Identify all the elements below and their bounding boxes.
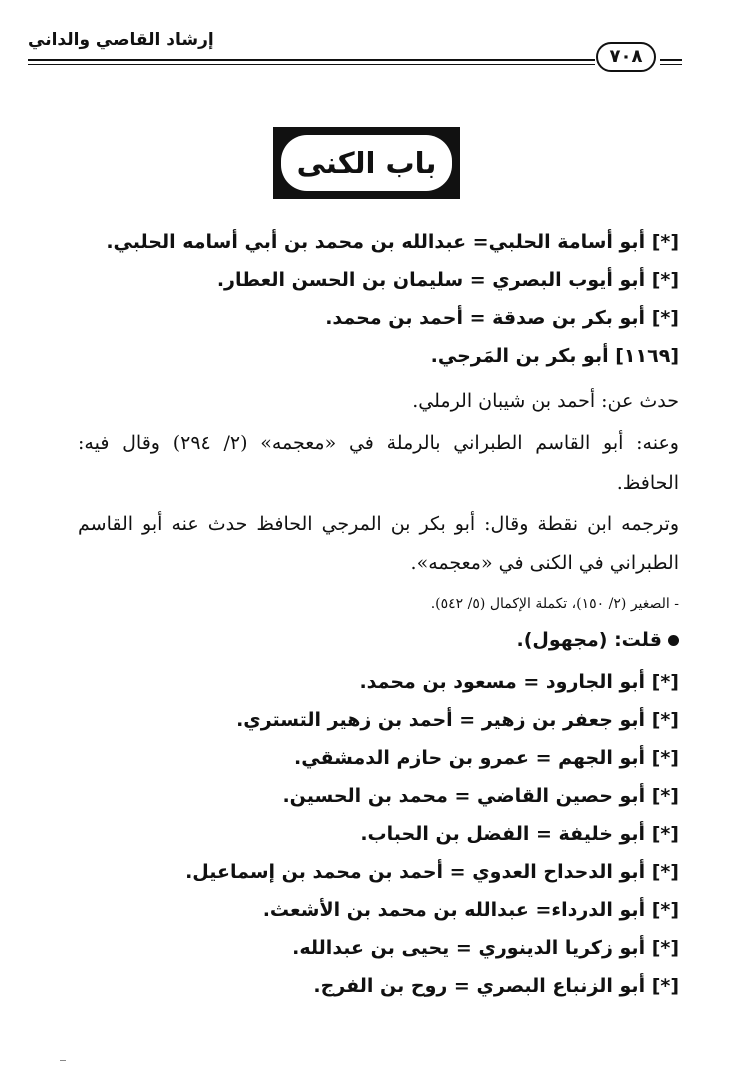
entry-line: [*] أبو خليفة = الفضل بن الحباب. (360, 823, 679, 845)
header-rule-bottom (28, 64, 595, 65)
main-entry-heading: [١١٦٩] أبو بكر بن المَرجي. (430, 345, 679, 367)
header-rule-right-top (660, 59, 682, 61)
entry-line: [*] أبو بكر بن صدقة = أحمد بن محمد. (325, 307, 679, 329)
entry-line: [*] أبو الجارود = مسعود بن محمد. (359, 671, 679, 693)
verdict-text: قلت: (مجهول). (516, 629, 662, 651)
chapter-title: باب الكنى (281, 135, 452, 191)
narrated-by-line-2: الحافظ. (616, 472, 679, 494)
page-edge-mark (60, 1060, 66, 1061)
bullet-icon (668, 635, 679, 646)
entry-line: [*] أبو الجهم = عمرو بن حازم الدمشقي. (294, 747, 679, 769)
entry-line: [*] أبو الدحداح العدوي = أحمد بن محمد بن إسماعيل. (185, 861, 679, 883)
biography-line-1: وترجمه ابن نقطة وقال: أبو بكر بن المرجي الحافظ حدث عنه أبو القاسم (78, 513, 679, 535)
header-rule-right-bottom (660, 64, 682, 65)
entry-line: [*] أبو أسامة الحلبي= عبدالله بن محمد بن أبي أسامه الحلبي. (106, 231, 679, 253)
book-title: إرشاد القاصي والداني (28, 30, 214, 50)
verdict (516, 626, 679, 654)
entry-line: [*] أبو أيوب البصري = سليمان بن الحسن العطار. (216, 269, 679, 291)
narrated-from: حدث عن: أحمد بن شيبان الرملي. (412, 390, 679, 412)
entry-line: [*] أبو الزنباع البصري = روح بن الفرج. (313, 975, 679, 997)
chapter-title-frame (273, 127, 460, 199)
page-number: ٧٠٨ (596, 42, 656, 72)
biography-line-2: الطبراني في الكنى في «معجمه». (410, 552, 679, 574)
header-rule-top (28, 59, 595, 61)
entry-line: [*] أبو زكريا الدينوري = يحيى بن عبدالله. (292, 937, 679, 959)
narrated-by-line-1: وعنه: أبو القاسم الطبراني بالرملة في «معجمه» (٢/ ٢٩٤) وقال فيه: (78, 432, 679, 454)
entry-line: [*] أبو حصين القاضي = محمد بن الحسين. (282, 785, 679, 807)
entry-line: [*] أبو جعفر بن زهير = أحمد بن زهير التستري. (236, 709, 679, 731)
footnote-sources: - الصغير (٢/ ١٥٠)، تكملة الإكمال (٥/ ٥٤٢). (430, 596, 679, 612)
entry-line: [*] أبو الدرداء= عبدالله بن محمد بن الأشعث. (262, 899, 679, 921)
